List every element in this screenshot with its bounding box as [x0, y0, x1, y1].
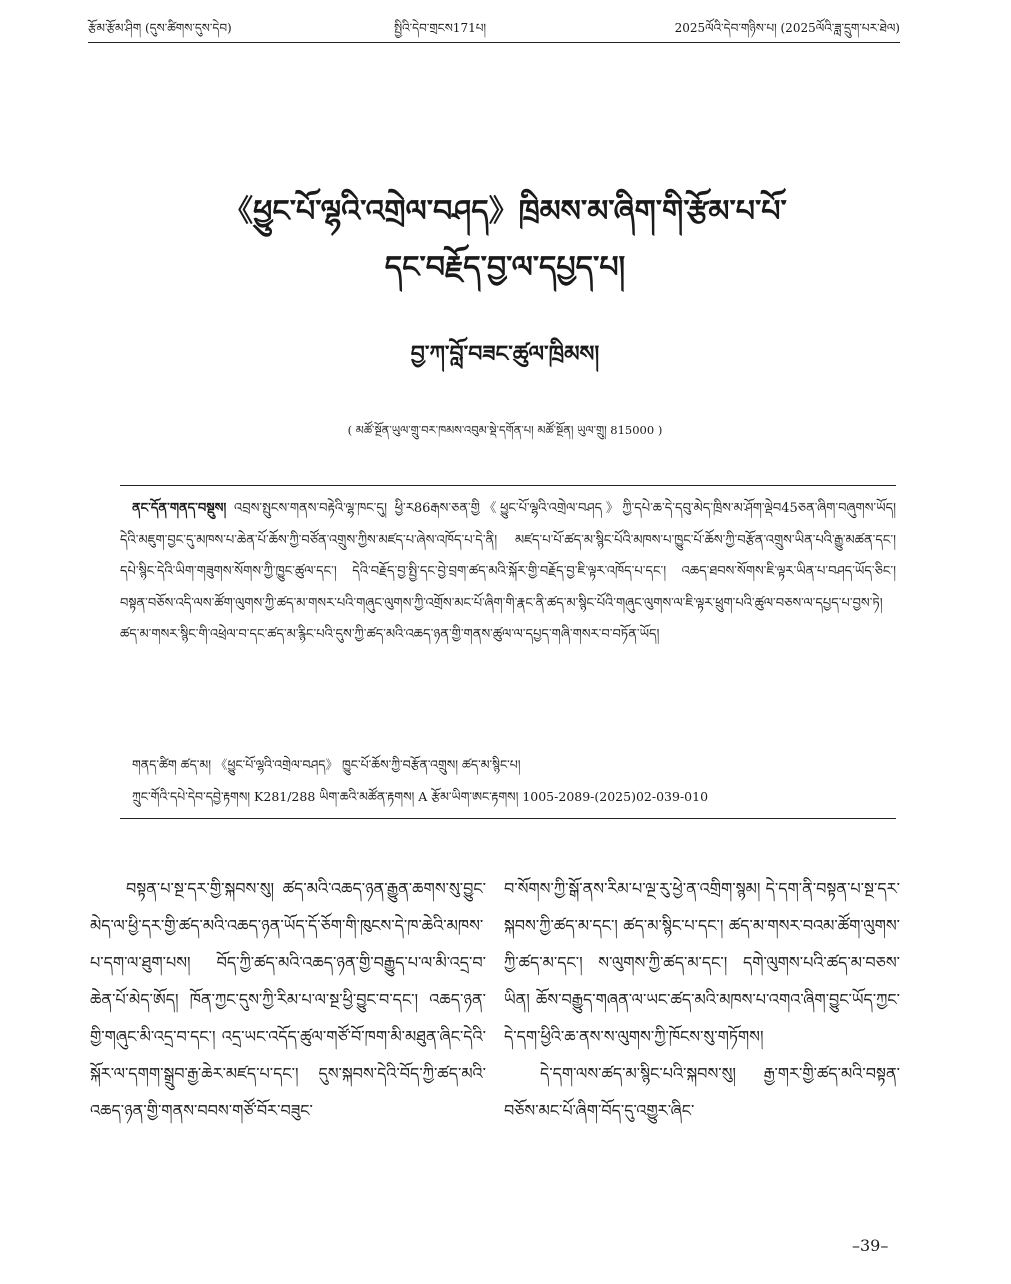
running-header-issue: སྤྱིའི་དེབ་གྲངས171པ། — [394, 21, 487, 35]
page-number: –39– — [852, 1236, 889, 1255]
author-affiliation: ( མཚོ་སྔོན་ཡུལ་གྲུ་བར་ཁམས་འབུམ་སྡེ་དགོན་པ། མཚོ་སྔོན། ཡུལ་གྲུ། 815000 ) — [347, 423, 663, 437]
article-title-line2: དང་བརྗོད་བྱ་ལ་དཔྱད་པ། — [384, 250, 626, 285]
running-header-journal: རྩོམ་རྩོམ་ཤིག (དུས་ཚིགས་དུས་དེབ) — [88, 21, 232, 35]
running-header-date: 2025ལོའི་དེབ་གཉིས་པ། (2025ལོའི་ཟླ་དྲུག་པར་ཐེལ) — [674, 21, 900, 35]
keywords-line: གནད་ཚིག ཚད་མ། 《ཕྱུང་པོ་ལྷའི་འགྲེལ་བཤད》 ཁྱུང་པོ་ཆོས་ཀྱི་བརྩོན་འགྲུས། ཚད་མ་སྙིང་པ། — [132, 757, 521, 772]
body-paragraph: བསྟན་པ་སྔ་དར་གྱི་སྐབས་སུ། ཚད་མའི་འཆད་ཉན་རྒྱུན་ཆགས་སུ་བྱུང་མེད་ལ་ཕྱི་དར་གྱི་ཚད་མའི་འཆད་ཉན་ཡོད་དོ་ཅོག་གི་ཁུངས་དེ་ཁ་ཆེའི་མཁས་པ་དག་ལ་ཐུག་པས། བོད་ཀྱི་ཚད་མའི་འཆད་ཉན་གྱི་བརྒྱུད་པ་ལ་མི་འདྲ་བ་ཆེན་པོ་མེད་ཨོད། ཁོན་ཀྱང་དུས་ཀྱི་རིམ་པ་ལ་སྔ་ཕྱི་བྱུང་བ་དང་། འཆད་ཉན་གྱི་གཞུང་མི་འདྲ་བ་དང་། འདྲ་ཡང་འདོད་ཚུལ་གཙོ་བོ་ཁག་མི་མཐུན་ཞིང་དེའི་སྐོར་ལ་དགག་སྒྲུབ་རྒྱ་ཆེར་མཛད་པ་དང་། དུས་སྐབས་དེའི་བོད་ཀྱི་ཚད་མའི་འཆད་ཉན་གྱི་གནས་བབས་གཙོ་བོར་བཟུང་ — [90, 879, 486, 1120]
abstract-bottom-rule — [120, 818, 896, 819]
abstract — [120, 493, 896, 745]
body-column-left — [90, 870, 486, 1220]
abstract-text: འབྲས་སྤུངས་གནས་བརྟེའི་ལྷ་ཁང་དུ། ཕྱི་ར86རྒས་ཅན་གྱི《ཕྱུང་པོ་ལྷའི་འགྲེལ་བཤད》ཀྱི་དཔེ་ཆ་དེ་དབུ་མེད་ཁྲིས་མ་ཤོག་ལྡེབ45ཅན་ཞིག་བཞུགས་ཡོད། དེའི་མཇུག་བྱང་དུ་མཁས་པ་ཆེན་པོ་ཆོས་ཀྱི་བཙོན་འགྲུས་ཀྱིས་མཛད་པ་ཞེས་འཁོད་པ་དེ་ནི། མཛད་པ་པོ་ཚད་མ་སྙིང་པོའི་མཁས་པ་ཁྱུང་པོ་ཆོས་ཀྱི་བརྩོན་འགྲུས་ཡིན་པའི་རྒྱུ་མཚན་དང་། དཔེ་སྙིང་དེའི་ཡིག་གཟུགས་སོགས་ཀྱི་ཁྱུང་ཚུལ་དང་། དེའི་བརྗོད་བྱ་སྤྱི་དང་བྱེ་བྲག་ཚད་མའི་སྐོར་གྱི་བརྗོད་བྱ་ཇི་ལྟར་འཁོད་པ་དང་། འཆད་ཐབས་སོགས་ཇི་ལྟར་ཡིན་པ་བཤད་ཡོད་ཅིང་། བསྟན་བཅོས་འདི་ལས་ཚོག་ལུགས་ཀྱི་ཚད་མ་གསར་པའི་གཞུང་ལུགས་ཀྱི་འགྲོས་མང་པོ་ཞིག་གི་རྣང་ནི་ཚད་མ་སྙིང་པོའི་གཞུང་ལུགས་ལ་ཇི་ལྟར་ཕྲུག་པའི་ཚུལ་བཅས་ལ་དཔྱད་པ་བྱས་ཏེ། ཚད་མ་གསར་སྙིང་གི་འཕྲེལ་བ་དང་ཚད་མ་རྙིང་པའི་དུས་ཀྱི་ཚད་མའི་འཆད་ཉན་གྱི་གནས་ཚུལ་ལ་དཔྱད་གཞི་གསར་བ་བཏོན་ཡོད། — [120, 501, 896, 643]
body-column-right — [504, 870, 900, 1220]
header-rule — [88, 42, 900, 43]
article-title-line1: 《ཕྱུང་པོ་ལྷའི་འགྲེལ་བཤད》ཁྲིམས་མ་ཞིག་གི་རྩོམ་པ་པོ་ — [223, 194, 787, 229]
body-paragraph-continued: བ་སོགས་ཀྱི་སྒོ་ནས་རིམ་པ་ལྔ་རུ་ཕྱེ་ན་འགྲིག་སྙམ། དེ་དག་ནི་བསྟན་པ་སྔ་དར་སྐབས་ཀྱི་ཚད་མ་དང་། ཚད་མ་སྙིང་པ་དང་། ཚད་མ་གསར་བའམ་ཚོག་ལུགས་ཀྱི་ཚད་མ་དང་། ས་ལུགས་ཀྱི་ཚད་མ་དང་། དགེ་ལུགས་པའི་ཚད་མ་བཅས་ཡིན། ཆོས་བརྒྱུད་གཞན་ལ་ཡང་ཚད་མའི་མཁས་པ་འགའ་ཞིག་བྱུང་ཡོད་ཀྱང་དེ་དག་ཕྱིའི་ཆ་ནས་ས་ལུགས་ཀྱི་ཁོངས་སུ་གཏོགས། — [504, 879, 900, 1046]
abstract-top-rule — [120, 485, 896, 486]
classification-line: ཀྲུང་གོའི་དཔེ་དེབ་དབྱེ་རྟགས། K281/288 ཡིག་ཆའི་མཚོན་རྟགས། A རྩོམ་ཡིག་ཨང་རྟགས། 1005-2089-(2025)02-039-010 — [132, 789, 709, 804]
body-paragraph: དེ་དག་ལས་ཚད་མ་སྙིང་པའི་སྐབས་སུ། རྒྱ་གར་གྱི་ཚད་མའི་བསྟན་བཅོས་མང་པོ་ཞིག་བོད་དུ་འགྱུར་ཞིང་ — [504, 1064, 900, 1120]
author-name: བྱ་ཀ་བློ་བཟང་ཚུལ་ཁྲིམས། — [410, 341, 600, 367]
abstract-label: ནང་དོན་གནད་བསྡུས། — [132, 501, 227, 516]
